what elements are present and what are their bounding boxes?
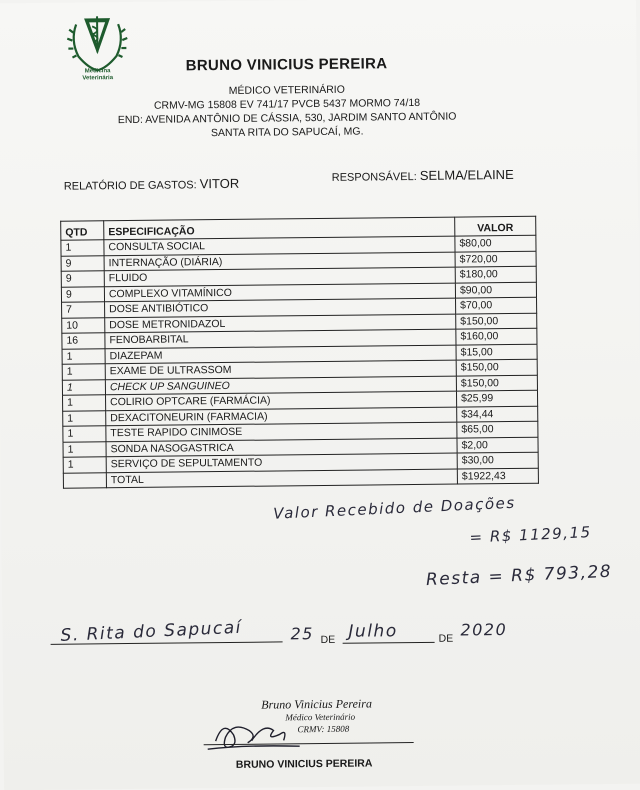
row-spec: COLIRIO OPTCARE (FARMÁCIA) xyxy=(106,391,457,410)
stamp-crmv: CRMV: 15808 xyxy=(297,724,349,735)
row-qty: 7 xyxy=(62,302,105,318)
date-month-line xyxy=(343,642,435,644)
handwritten-donations: Valor Recebido de Doações xyxy=(273,494,516,523)
row-value: $30,00 xyxy=(457,452,538,468)
date-month: Julho xyxy=(348,621,397,642)
row-value: $15,00 xyxy=(456,344,537,360)
handwritten-remaining: Resta = R$ 793,28 xyxy=(426,562,613,590)
row-value: $70,00 xyxy=(456,297,537,313)
row-qty: 1 xyxy=(63,457,106,473)
logo-caption: Medicina Veterinária xyxy=(67,68,129,83)
row-value: $150,00 xyxy=(456,375,537,391)
responsible-row xyxy=(332,167,514,184)
row-qty: 1 xyxy=(62,379,105,395)
registrations: CRMV-MG 15808 EV 741/17 PVCB 5437 MORMO 74/18 xyxy=(107,96,467,113)
row-value: $2,00 xyxy=(457,437,538,453)
row-value: $65,00 xyxy=(457,421,538,437)
row-qty: 10 xyxy=(62,317,105,333)
expenses-table xyxy=(60,216,539,489)
doctor-name: BRUNO VINICIUS PEREIRA xyxy=(156,55,416,75)
signature-scribble-icon xyxy=(203,710,323,757)
row-qty: 1 xyxy=(62,348,105,364)
responsible-label: RESPONSÁVEL: xyxy=(332,171,417,184)
row-value: $25,99 xyxy=(456,390,537,406)
printed-name: BRUNO VINICIUS PEREIRA xyxy=(236,757,373,770)
report-label-row xyxy=(64,176,240,193)
row-qty: 9 xyxy=(61,255,104,271)
row-value: $180,00 xyxy=(455,266,536,282)
date-sep2: DE xyxy=(439,633,454,645)
row-spec: INTERNAÇÃO (DIÁRIA) xyxy=(104,252,455,271)
address: END: AVENIDA ANTÔNIO DE CÁSSIA, 530, JARDIM SANTO ANTÔNIO xyxy=(107,110,467,127)
report-label: RELATÓRIO DE GASTOS: xyxy=(64,179,197,192)
row-spec: COMPLEXO VITAMÍNICO xyxy=(104,283,455,302)
row-value: $90,00 xyxy=(455,282,536,298)
row-spec: FENOBARBITAL xyxy=(105,329,456,348)
row-qty: 1 xyxy=(63,410,106,426)
header-qty: QTD xyxy=(61,221,104,240)
date-day: 25 xyxy=(290,624,314,643)
row-spec: SERVIÇO DE SEPULTAMENTO xyxy=(106,453,457,472)
row-spec: DEXACITONEURIN (FARMACIA) xyxy=(106,407,457,426)
city: SANTA RITA DO SAPUCAÍ, MG. xyxy=(107,124,467,141)
total-label: TOTAL xyxy=(106,469,457,488)
stamp-name: Bruno Vinicius Pereira xyxy=(261,696,372,712)
row-spec: FLUIDO xyxy=(104,267,455,286)
row-qty: 1 xyxy=(61,240,104,256)
stamp-title: Médico Veterinário xyxy=(285,712,355,723)
responsible-name: SELMA/ELAINE xyxy=(420,167,514,183)
header-spec: ESPECIFICAÇÃO xyxy=(104,217,455,240)
total-value: $1922,43 xyxy=(457,468,538,484)
row-spec: CHECK UP SANGUINEO xyxy=(105,376,456,395)
row-spec: TESTE RAPIDO CINIMOSE xyxy=(106,422,457,441)
row-qty: 1 xyxy=(62,364,105,380)
row-spec: CONSULTA SOCIAL xyxy=(104,236,455,255)
row-qty: 1 xyxy=(63,395,106,411)
row-qty: 9 xyxy=(61,286,104,302)
row-spec: EXAME DE ULTRASSOM xyxy=(105,360,456,379)
row-value: $150,00 xyxy=(456,359,537,375)
row-value: $150,00 xyxy=(456,313,537,329)
row-spec: DOSE ANTIBIÓTICO xyxy=(105,298,456,317)
row-qty: 1 xyxy=(63,426,106,442)
row-qty: 9 xyxy=(61,271,104,287)
header-value: VALOR xyxy=(455,216,536,236)
date-year: 2020 xyxy=(460,620,507,639)
date-sep1: DE xyxy=(321,634,336,646)
date-city: S. Rita do Sapucaí xyxy=(60,618,242,646)
row-spec: DIAZEPAM xyxy=(105,345,456,364)
row-value: $160,00 xyxy=(456,328,537,344)
row-qty: 1 xyxy=(63,441,106,457)
row-value: $34,44 xyxy=(457,406,538,422)
handwritten-received: = R$ 1129,15 xyxy=(469,523,592,547)
row-qty: 16 xyxy=(62,333,105,349)
vet-caduceus-icon xyxy=(66,10,129,75)
doctor-title: MÉDICO VETERINÁRIO xyxy=(107,82,467,99)
row-spec: SONDA NASOGASTRICA xyxy=(106,438,457,457)
row-value: $720,00 xyxy=(455,251,536,267)
row-spec: DOSE METRONIDAZOL xyxy=(105,314,456,333)
row-value: $80,00 xyxy=(455,235,536,251)
patient-name: VITOR xyxy=(200,176,240,191)
